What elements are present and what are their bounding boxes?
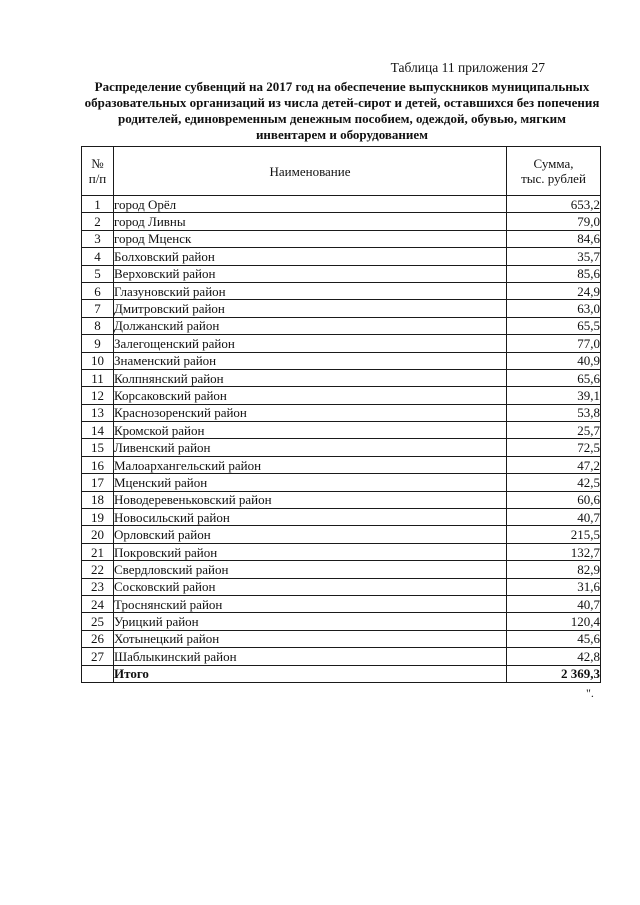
row-name: Орловский район [114,526,507,543]
table-row [82,526,601,543]
table-row [82,265,601,282]
row-name: Болховский район [114,248,507,265]
row-number: 13 [82,404,114,421]
row-sum: 25,7 [507,422,601,439]
table-row [82,352,601,369]
row-number: 3 [82,230,114,247]
row-name: Мценский район [114,474,507,491]
closing-quote-mark: ". [586,686,594,700]
row-name: Новосильский район [114,509,507,526]
row-sum: 42,5 [507,474,601,491]
row-number: 26 [82,630,114,647]
row-number: 27 [82,648,114,665]
row-sum: 31,6 [507,578,601,595]
table-row [82,491,601,508]
row-sum: 35,7 [507,248,601,265]
table-row [82,543,601,560]
row-sum: 45,6 [507,630,601,647]
header-sum [507,147,601,196]
row-name: Малоархангельский район [114,456,507,473]
row-number: 5 [82,265,114,282]
row-number: 14 [82,422,114,439]
row-name: Верховский район [114,265,507,282]
row-sum: 65,6 [507,369,601,386]
row-number: 15 [82,439,114,456]
row-sum: 653,2 [507,196,601,213]
row-number: 19 [82,509,114,526]
row-sum: 132,7 [507,543,601,560]
row-number: 6 [82,282,114,299]
row-sum: 85,6 [507,265,601,282]
row-name: Знаменский район [114,352,507,369]
row-name: Колпнянский район [114,369,507,386]
row-name: Краснозоренский район [114,404,507,421]
row-number: 1 [82,196,114,213]
table-row [82,369,601,386]
header-sum-line1: Сумма, [533,156,574,171]
row-name: Покровский район [114,543,507,560]
table-row [82,422,601,439]
row-number: 20 [82,526,114,543]
header-number-line1: № [91,156,104,171]
row-name: Свердловский район [114,561,507,578]
header-sum-line2: тыс. рублей [521,171,586,186]
title-line: образовательных организаций из числа детей-сирот и детей, оставшихся без попечения [84,95,600,110]
row-sum: 72,5 [507,439,601,456]
row-number: 21 [82,543,114,560]
row-sum: 84,6 [507,230,601,247]
row-number: 12 [82,387,114,404]
table-row [82,456,601,473]
row-name: Новодеревеньковский район [114,491,507,508]
row-number: 2 [82,213,114,230]
total-row [82,665,601,682]
title-line: родителей, единовременным денежным пособием, одеждой, обувью, мягким [118,111,566,126]
header-name: Наименование [114,147,507,196]
row-sum: 82,9 [507,561,601,578]
table-row [82,196,601,213]
table-row [82,561,601,578]
row-name: Хотынецкий район [114,630,507,647]
row-sum: 79,0 [507,213,601,230]
row-number: 17 [82,474,114,491]
table-row [82,300,601,317]
row-number: 10 [82,352,114,369]
subvention-table [81,146,601,683]
row-sum: 63,0 [507,300,601,317]
total-sum: 2 369,3 [507,665,601,682]
row-sum: 60,6 [507,491,601,508]
table-row [82,213,601,230]
row-name: город Орёл [114,196,507,213]
row-sum: 215,5 [507,526,601,543]
table-row [82,439,601,456]
row-name: Шаблыкинский район [114,648,507,665]
row-sum: 39,1 [507,387,601,404]
row-name: Ливенский район [114,439,507,456]
row-number: 22 [82,561,114,578]
table-row [82,595,601,612]
row-number: 18 [82,491,114,508]
table-row [82,474,601,491]
row-sum: 65,5 [507,317,601,334]
row-number: 4 [82,248,114,265]
table-row [82,648,601,665]
title-line: Распределение субвенций на 2017 год на обеспечение выпускников муниципальных [94,79,590,94]
table-row [82,387,601,404]
total-num [82,665,114,682]
header-number-line2: п/п [88,171,107,186]
total-name: Итого [114,665,507,682]
table-row [82,230,601,247]
row-number: 8 [82,317,114,334]
row-name: Урицкий район [114,613,507,630]
row-number: 7 [82,300,114,317]
table-row [82,335,601,352]
table-row [82,578,601,595]
table-body [82,196,601,683]
document-title [82,79,602,143]
row-name: Глазуновский район [114,282,507,299]
table-row [82,248,601,265]
row-name: город Ливны [114,213,507,230]
row-sum: 42,8 [507,648,601,665]
table-row [82,317,601,334]
row-name: Сосковский район [114,578,507,595]
title-line: инвентарем и оборудованием [255,127,429,142]
row-sum: 53,8 [507,404,601,421]
row-sum: 40,7 [507,509,601,526]
table-row [82,509,601,526]
row-name: Троснянский район [114,595,507,612]
row-number: 16 [82,456,114,473]
row-name: город Мценск [114,230,507,247]
row-name: Корсаковский район [114,387,507,404]
row-number: 24 [82,595,114,612]
table-row [82,613,601,630]
table-row [82,630,601,647]
row-number: 23 [82,578,114,595]
row-sum: 47,2 [507,456,601,473]
row-name: Кромской район [114,422,507,439]
row-sum: 77,0 [507,335,601,352]
table-row [82,404,601,421]
row-name: Дмитровский район [114,300,507,317]
table-row [82,282,601,299]
row-number: 25 [82,613,114,630]
header-row [82,147,601,196]
row-name: Залегощенский район [114,335,507,352]
row-sum: 120,4 [507,613,601,630]
header-number [82,147,114,196]
row-number: 11 [82,369,114,386]
row-name: Должанский район [114,317,507,334]
table-caption: Таблица 11 приложения 27 [390,60,545,75]
row-number: 9 [82,335,114,352]
row-sum: 40,7 [507,595,601,612]
row-sum: 24,9 [507,282,601,299]
row-sum: 40,9 [507,352,601,369]
